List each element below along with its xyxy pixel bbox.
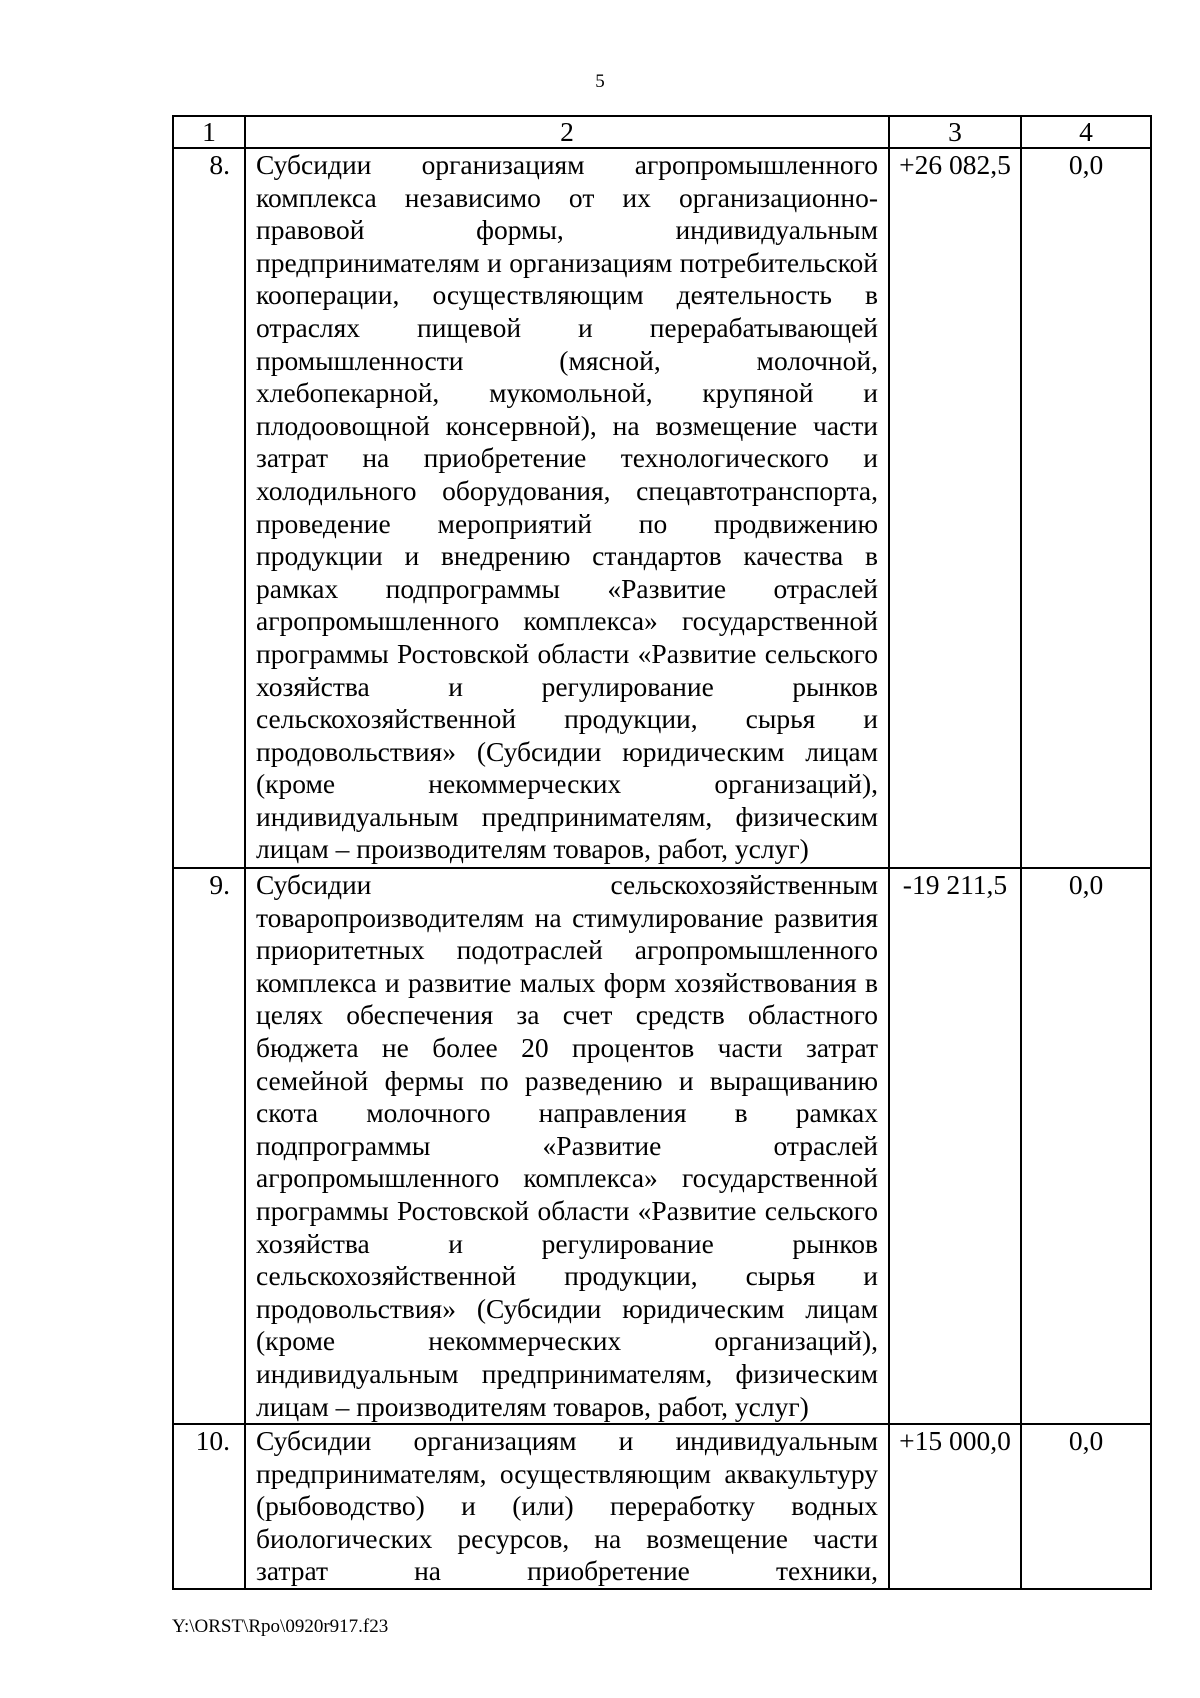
header-cell-4: 4 bbox=[1021, 116, 1151, 148]
row-amount-change: +26 082,5 bbox=[889, 148, 1021, 868]
header-cell-3: 3 bbox=[889, 116, 1021, 148]
table-header-row bbox=[173, 116, 1151, 148]
page-number: 5 bbox=[595, 71, 605, 92]
row-amount-change: +15 000,0 bbox=[889, 1424, 1021, 1589]
row-amount-change: -19 211,5 bbox=[889, 868, 1021, 1424]
document-table bbox=[172, 115, 1152, 1590]
header-cell-2: 2 bbox=[245, 116, 889, 148]
table-row bbox=[173, 148, 1151, 868]
row-number: 8. bbox=[173, 148, 245, 868]
row-amount-second: 0,0 bbox=[1021, 1424, 1151, 1589]
row-description: Субсидии сельскохозяйственным товаропроизводителям на стимулирование развития приоритетных подотраслей агропромышленного комплекса и развитие малых форм хозяйствования в целях обеспечения за счет средств областного бюджета не более 20 процентов части затрат семейной фермы по разведению и выращиванию скота молочного направления в рамках подпрограммы «Развитие отраслей агропромышленного комплекса» государственной программы Ростовской области «Развитие сельского хозяйства и регулирование рынков сельскохозяйственной продукции, сырья и продовольствия» (Субсидии юридическим лицам (кроме некоммерческих организаций), индивидуальным предпринимателям, физическим лицам – производителям товаров, работ, услуг) bbox=[245, 868, 889, 1424]
row-amount-second: 0,0 bbox=[1021, 148, 1151, 868]
row-number: 10. bbox=[173, 1424, 245, 1589]
table-row bbox=[173, 1424, 1151, 1589]
header-cell-1: 1 bbox=[173, 116, 245, 148]
row-description: Субсидии организациям агропромышленного комплекса независимо от их организационно-правовой формы, индивидуальным предпринимателям и организациям потребительской кооперации, осуществляющим деятельность в отраслях пищевой и перерабатывающей промышленности (мясной, молочной, хлебопекарной, мукомольной, крупяной и плодоовощной консервной), на возмещение части затрат на приобретение технологического и холодильного оборудования, спецавтотранспорта, проведение мероприятий по продвижению продукции и внедрению стандартов качества в рамках подпрограммы «Развитие отраслей агропромышленного комплекса» государственной программы Ростовской области «Развитие сельского хозяйства и регулирование рынков сельскохозяйственной продукции, сырья и продовольствия» (Субсидии юридическим лицам (кроме некоммерческих организаций), индивидуальным предпринимателям, физическим лицам – производителям товаров, работ, услуг) bbox=[245, 148, 889, 868]
footer-file-path: Y:\ORST\Rpo\0920r917.f23 bbox=[172, 1616, 389, 1637]
row-description: Субсидии организациям и индивидуальным предпринимателям, осуществляющим аквакультуру (рыбоводство) и (или) переработку водных биологических ресурсов, на возмещение части затрат на приобретение техники, bbox=[245, 1424, 889, 1589]
table-row bbox=[173, 868, 1151, 1424]
row-amount-second: 0,0 bbox=[1021, 868, 1151, 1424]
row-number: 9. bbox=[173, 868, 245, 1424]
